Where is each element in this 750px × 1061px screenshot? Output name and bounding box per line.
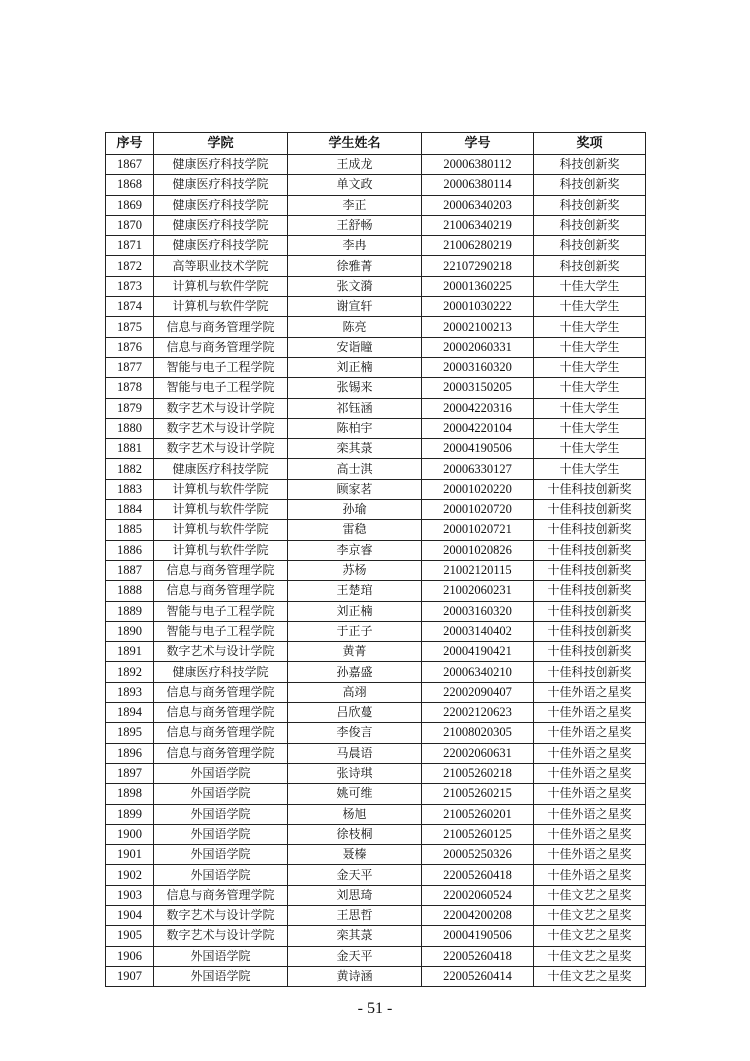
table-body [106, 155, 646, 987]
table-row [106, 540, 646, 560]
cell-student-name: 王成龙 [288, 155, 422, 175]
cell-college: 数字艺术与设计学院 [154, 418, 288, 438]
cell-index: 1888 [106, 581, 154, 601]
header-student-id: 学号 [422, 133, 534, 155]
cell-student-id: 21005260215 [422, 784, 534, 804]
cell-student-id: 21005260201 [422, 804, 534, 824]
cell-award: 十佳外语之星奖 [534, 703, 646, 723]
cell-index: 1890 [106, 621, 154, 641]
cell-college: 信息与商务管理学院 [154, 581, 288, 601]
cell-index: 1901 [106, 845, 154, 865]
cell-student-id: 22005260418 [422, 865, 534, 885]
cell-index: 1883 [106, 479, 154, 499]
cell-award: 十佳大学生 [534, 357, 646, 377]
cell-student-id: 22107290218 [422, 256, 534, 276]
cell-student-name: 高士淇 [288, 459, 422, 479]
cell-student-name: 安诣瞳 [288, 337, 422, 357]
table-row [106, 804, 646, 824]
cell-award: 科技创新奖 [534, 256, 646, 276]
table-row [106, 215, 646, 235]
cell-student-id: 21002120115 [422, 560, 534, 580]
cell-award: 十佳大学生 [534, 439, 646, 459]
cell-student-name: 于正子 [288, 621, 422, 641]
cell-student-id: 20004190506 [422, 926, 534, 946]
cell-student-name: 雷稳 [288, 520, 422, 540]
cell-college: 智能与电子工程学院 [154, 601, 288, 621]
cell-student-id: 20001360225 [422, 276, 534, 296]
cell-student-id: 20001030222 [422, 297, 534, 317]
cell-award: 十佳科技创新奖 [534, 662, 646, 682]
page-number: - 51 - [357, 1000, 393, 1017]
cell-student-id: 20003160320 [422, 357, 534, 377]
cell-student-name: 姚可维 [288, 784, 422, 804]
table-row [106, 581, 646, 601]
cell-student-id: 20001020826 [422, 540, 534, 560]
cell-student-id: 21002060231 [422, 581, 534, 601]
header-college: 学院 [154, 133, 288, 155]
table-row [106, 601, 646, 621]
cell-award: 十佳科技创新奖 [534, 479, 646, 499]
cell-student-id: 20002060331 [422, 337, 534, 357]
cell-student-id: 20004190506 [422, 439, 534, 459]
cell-award: 科技创新奖 [534, 215, 646, 235]
cell-award: 十佳大学生 [534, 378, 646, 398]
table-row [106, 256, 646, 276]
cell-award: 十佳大学生 [534, 459, 646, 479]
cell-student-name: 孙嘉盛 [288, 662, 422, 682]
table-row [106, 520, 646, 540]
cell-award: 十佳大学生 [534, 297, 646, 317]
cell-index: 1903 [106, 885, 154, 905]
cell-student-id: 20004190421 [422, 642, 534, 662]
cell-index: 1880 [106, 418, 154, 438]
cell-college: 数字艺术与设计学院 [154, 905, 288, 925]
cell-index: 1872 [106, 256, 154, 276]
table-row [106, 378, 646, 398]
cell-award: 十佳科技创新奖 [534, 520, 646, 540]
cell-student-name: 杨旭 [288, 804, 422, 824]
cell-index: 1885 [106, 520, 154, 540]
cell-index: 1868 [106, 175, 154, 195]
cell-college: 计算机与软件学院 [154, 500, 288, 520]
cell-student-name: 李俊言 [288, 723, 422, 743]
cell-student-name: 马晨语 [288, 743, 422, 763]
cell-college: 数字艺术与设计学院 [154, 439, 288, 459]
cell-student-name: 刘正楠 [288, 357, 422, 377]
cell-award: 十佳大学生 [534, 398, 646, 418]
cell-student-id: 20006340203 [422, 195, 534, 215]
cell-index: 1902 [106, 865, 154, 885]
cell-index: 1881 [106, 439, 154, 459]
cell-student-name: 王舒畅 [288, 215, 422, 235]
cell-student-id: 20006380114 [422, 175, 534, 195]
cell-student-id: 20005250326 [422, 845, 534, 865]
cell-student-name: 聂榛 [288, 845, 422, 865]
cell-index: 1882 [106, 459, 154, 479]
table-row [106, 682, 646, 702]
cell-college: 数字艺术与设计学院 [154, 926, 288, 946]
cell-student-name: 金天平 [288, 946, 422, 966]
table-row [106, 175, 646, 195]
cell-college: 信息与商务管理学院 [154, 337, 288, 357]
cell-award: 十佳科技创新奖 [534, 540, 646, 560]
cell-award: 十佳文艺之星奖 [534, 966, 646, 986]
cell-student-id: 20006380112 [422, 155, 534, 175]
table-row [106, 155, 646, 175]
cell-index: 1873 [106, 276, 154, 296]
cell-index: 1896 [106, 743, 154, 763]
cell-college: 健康医疗科技学院 [154, 175, 288, 195]
cell-student-id: 20006340210 [422, 662, 534, 682]
cell-college: 计算机与软件学院 [154, 276, 288, 296]
cell-student-name: 谢宣轩 [288, 297, 422, 317]
cell-student-id: 20003160320 [422, 601, 534, 621]
table-row [106, 926, 646, 946]
cell-student-id: 22005260414 [422, 966, 534, 986]
cell-college: 智能与电子工程学院 [154, 621, 288, 641]
table-row [106, 703, 646, 723]
cell-college: 健康医疗科技学院 [154, 215, 288, 235]
table-row [106, 662, 646, 682]
cell-index: 1897 [106, 763, 154, 783]
cell-student-id: 20003140402 [422, 621, 534, 641]
cell-college: 外国语学院 [154, 784, 288, 804]
cell-student-name: 孙瑜 [288, 500, 422, 520]
cell-student-name: 陈柏宇 [288, 418, 422, 438]
cell-index: 1886 [106, 540, 154, 560]
cell-college: 外国语学院 [154, 845, 288, 865]
cell-college: 计算机与软件学院 [154, 297, 288, 317]
cell-college: 健康医疗科技学院 [154, 155, 288, 175]
cell-index: 1876 [106, 337, 154, 357]
cell-index: 1891 [106, 642, 154, 662]
cell-student-name: 刘正楠 [288, 601, 422, 621]
cell-award: 十佳科技创新奖 [534, 642, 646, 662]
cell-award: 十佳文艺之星奖 [534, 946, 646, 966]
cell-award: 十佳外语之星奖 [534, 682, 646, 702]
cell-index: 1874 [106, 297, 154, 317]
cell-index: 1879 [106, 398, 154, 418]
table-row [106, 560, 646, 580]
cell-college: 信息与商务管理学院 [154, 723, 288, 743]
cell-award: 十佳文艺之星奖 [534, 905, 646, 925]
cell-college: 高等职业技术学院 [154, 256, 288, 276]
cell-student-id: 20002100213 [422, 317, 534, 337]
cell-student-id: 20006330127 [422, 459, 534, 479]
cell-index: 1900 [106, 824, 154, 844]
cell-student-id: 20001020220 [422, 479, 534, 499]
cell-index: 1892 [106, 662, 154, 682]
cell-college: 数字艺术与设计学院 [154, 398, 288, 418]
cell-award: 十佳大学生 [534, 276, 646, 296]
cell-student-id: 20003150205 [422, 378, 534, 398]
table-row [106, 418, 646, 438]
cell-college: 信息与商务管理学院 [154, 703, 288, 723]
cell-student-name: 顾家茗 [288, 479, 422, 499]
cell-student-id: 21006340219 [422, 215, 534, 235]
cell-student-name: 王楚琯 [288, 581, 422, 601]
cell-student-id: 21008020305 [422, 723, 534, 743]
cell-award: 科技创新奖 [534, 195, 646, 215]
cell-index: 1898 [106, 784, 154, 804]
cell-student-name: 栾其菉 [288, 926, 422, 946]
cell-index: 1884 [106, 500, 154, 520]
cell-index: 1867 [106, 155, 154, 175]
cell-award: 科技创新奖 [534, 236, 646, 256]
table-row [106, 621, 646, 641]
cell-student-name: 单文政 [288, 175, 422, 195]
table-row [106, 297, 646, 317]
cell-college: 外国语学院 [154, 865, 288, 885]
cell-college: 智能与电子工程学院 [154, 378, 288, 398]
table-row [106, 479, 646, 499]
cell-college: 计算机与软件学院 [154, 479, 288, 499]
cell-college: 健康医疗科技学院 [154, 662, 288, 682]
cell-award: 十佳外语之星奖 [534, 763, 646, 783]
table-row [106, 642, 646, 662]
table-row [106, 966, 646, 986]
cell-college: 数字艺术与设计学院 [154, 642, 288, 662]
cell-award: 十佳科技创新奖 [534, 500, 646, 520]
cell-student-name: 栾其菉 [288, 439, 422, 459]
cell-award: 十佳外语之星奖 [534, 784, 646, 804]
cell-college: 外国语学院 [154, 946, 288, 966]
cell-college: 信息与商务管理学院 [154, 743, 288, 763]
cell-index: 1875 [106, 317, 154, 337]
awards-table [105, 132, 646, 987]
cell-student-id: 22004200208 [422, 905, 534, 925]
cell-college: 信息与商务管理学院 [154, 885, 288, 905]
cell-award: 十佳外语之星奖 [534, 824, 646, 844]
cell-student-name: 吕欣蔓 [288, 703, 422, 723]
cell-index: 1871 [106, 236, 154, 256]
cell-award: 十佳大学生 [534, 337, 646, 357]
cell-award: 十佳科技创新奖 [534, 560, 646, 580]
cell-student-id: 21006280219 [422, 236, 534, 256]
table-row [106, 784, 646, 804]
cell-student-name: 刘思琦 [288, 885, 422, 905]
cell-index: 1869 [106, 195, 154, 215]
cell-college: 健康医疗科技学院 [154, 236, 288, 256]
table-row [106, 500, 646, 520]
cell-index: 1895 [106, 723, 154, 743]
cell-college: 计算机与软件学院 [154, 520, 288, 540]
cell-student-name: 陈亮 [288, 317, 422, 337]
cell-index: 1870 [106, 215, 154, 235]
table-row [106, 946, 646, 966]
cell-college: 健康医疗科技学院 [154, 459, 288, 479]
cell-index: 1889 [106, 601, 154, 621]
table-row [106, 317, 646, 337]
table-row [106, 357, 646, 377]
cell-index: 1887 [106, 560, 154, 580]
cell-student-id: 22002120623 [422, 703, 534, 723]
cell-student-name: 金天平 [288, 865, 422, 885]
cell-award: 十佳外语之星奖 [534, 845, 646, 865]
cell-student-id: 20004220316 [422, 398, 534, 418]
cell-student-id: 21005260125 [422, 824, 534, 844]
cell-student-name: 黄菁 [288, 642, 422, 662]
cell-college: 信息与商务管理学院 [154, 682, 288, 702]
cell-student-id: 22002060524 [422, 885, 534, 905]
cell-student-name: 张文漪 [288, 276, 422, 296]
cell-award: 十佳科技创新奖 [534, 621, 646, 641]
cell-student-name: 徐枝桐 [288, 824, 422, 844]
header-award: 奖项 [534, 133, 646, 155]
table-row [106, 885, 646, 905]
table-header-row [106, 133, 646, 155]
cell-student-name: 张锡来 [288, 378, 422, 398]
cell-index: 1905 [106, 926, 154, 946]
cell-award: 十佳外语之星奖 [534, 804, 646, 824]
cell-student-name: 高翊 [288, 682, 422, 702]
cell-college: 智能与电子工程学院 [154, 357, 288, 377]
cell-student-id: 22002090407 [422, 682, 534, 702]
cell-student-id: 21005260218 [422, 763, 534, 783]
cell-student-name: 徐雅菁 [288, 256, 422, 276]
cell-index: 1904 [106, 905, 154, 925]
cell-college: 外国语学院 [154, 804, 288, 824]
cell-index: 1877 [106, 357, 154, 377]
cell-college: 健康医疗科技学院 [154, 195, 288, 215]
cell-student-id: 20004220104 [422, 418, 534, 438]
table-row [106, 723, 646, 743]
cell-award: 十佳外语之星奖 [534, 723, 646, 743]
cell-college: 信息与商务管理学院 [154, 560, 288, 580]
cell-student-name: 李冉 [288, 236, 422, 256]
cell-student-name: 张诗琪 [288, 763, 422, 783]
header-student-name: 学生姓名 [288, 133, 422, 155]
cell-college: 外国语学院 [154, 966, 288, 986]
table-row [106, 398, 646, 418]
cell-award: 十佳科技创新奖 [534, 601, 646, 621]
cell-student-id: 20001020721 [422, 520, 534, 540]
cell-college: 信息与商务管理学院 [154, 317, 288, 337]
table-row [106, 195, 646, 215]
table-row [106, 236, 646, 256]
table-row [106, 276, 646, 296]
cell-college: 计算机与软件学院 [154, 540, 288, 560]
cell-award: 十佳科技创新奖 [534, 581, 646, 601]
cell-college: 外国语学院 [154, 763, 288, 783]
table-row [106, 763, 646, 783]
cell-index: 1878 [106, 378, 154, 398]
table-row [106, 459, 646, 479]
table-row [106, 845, 646, 865]
cell-college: 外国语学院 [154, 824, 288, 844]
header-index: 序号 [106, 133, 154, 155]
cell-award: 十佳大学生 [534, 317, 646, 337]
cell-student-name: 祁钰涵 [288, 398, 422, 418]
cell-student-id: 22002060631 [422, 743, 534, 763]
cell-award: 科技创新奖 [534, 175, 646, 195]
cell-index: 1906 [106, 946, 154, 966]
cell-award: 十佳文艺之星奖 [534, 885, 646, 905]
cell-index: 1899 [106, 804, 154, 824]
cell-award: 十佳外语之星奖 [534, 865, 646, 885]
table-row [106, 865, 646, 885]
cell-student-id: 20001020720 [422, 500, 534, 520]
cell-award: 十佳大学生 [534, 418, 646, 438]
cell-index: 1893 [106, 682, 154, 702]
table-row [106, 905, 646, 925]
cell-student-name: 黄诗涵 [288, 966, 422, 986]
table-row [106, 824, 646, 844]
cell-student-name: 王思哲 [288, 905, 422, 925]
cell-student-id: 22005260418 [422, 946, 534, 966]
cell-student-name: 李京睿 [288, 540, 422, 560]
cell-index: 1907 [106, 966, 154, 986]
cell-student-name: 苏杨 [288, 560, 422, 580]
table-row [106, 337, 646, 357]
cell-award: 十佳文艺之星奖 [534, 926, 646, 946]
cell-award: 十佳外语之星奖 [534, 743, 646, 763]
cell-student-name: 李正 [288, 195, 422, 215]
cell-award: 科技创新奖 [534, 155, 646, 175]
table-row [106, 439, 646, 459]
cell-index: 1894 [106, 703, 154, 723]
table-row [106, 743, 646, 763]
